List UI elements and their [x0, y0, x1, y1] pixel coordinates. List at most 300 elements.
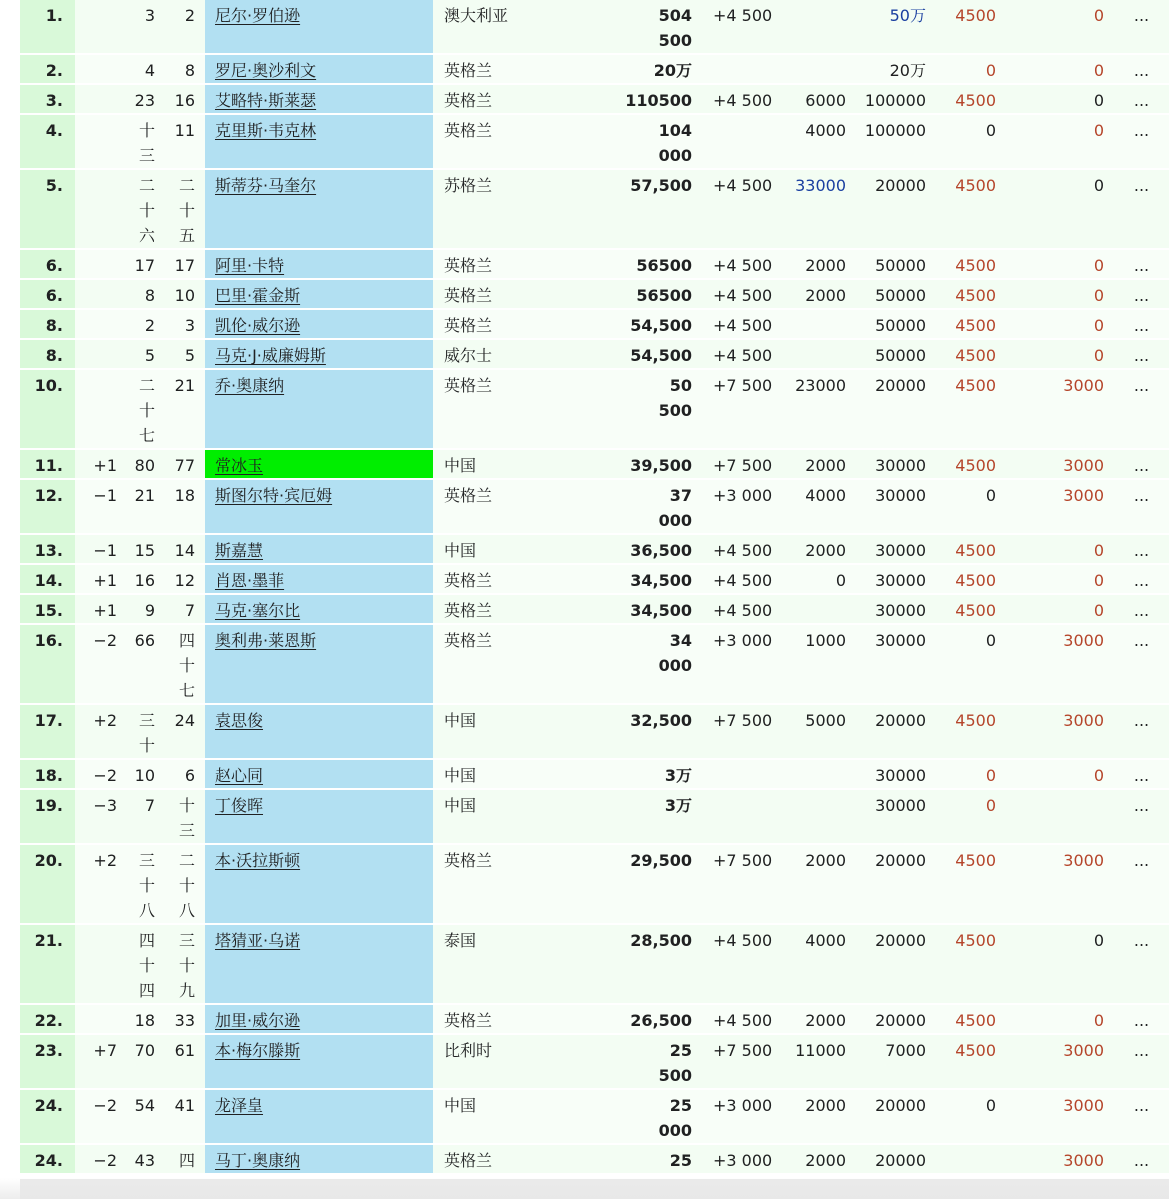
player-name-cell[interactable] [205, 279, 433, 309]
more-ellipsis-cell [1114, 449, 1169, 479]
rank-position-cell [20, 54, 75, 84]
previous-rank-b: 7 [184, 601, 195, 620]
points-col-a-cell [774, 704, 856, 759]
rank-movement-cell [75, 789, 125, 844]
previous-rank-b: 十三 [179, 796, 196, 840]
total-points: 25 500 [658, 1041, 692, 1085]
points-col-c: 4500 [955, 541, 996, 560]
rank-position-cell [20, 534, 75, 564]
points-col-b: 30000 [875, 601, 926, 620]
rank-movement-cell [75, 1089, 125, 1144]
more-ellipsis-cell [1114, 924, 1169, 1004]
more-ellipsis: ... [1133, 376, 1150, 395]
points-col-b: 30000 [875, 541, 926, 560]
rank-position: 18. [34, 766, 63, 785]
player-country: 中国 [444, 766, 477, 785]
rank-movement-cell [75, 0, 125, 54]
points-col-c-cell [936, 249, 1006, 279]
rank-position-cell [20, 924, 75, 1004]
points-col-d: 0 [1093, 931, 1104, 950]
rank-movement: −2 [93, 1151, 117, 1170]
points-gain: +4 500 [713, 931, 773, 950]
previous-rank-b-cell [165, 54, 205, 84]
player-name[interactable]: 斯图尔特·宾厄姆 [215, 486, 333, 505]
total-points-cell [558, 1089, 702, 1144]
player-name-cell[interactable] [205, 789, 433, 844]
previous-rank-b-cell [165, 114, 205, 169]
points-col-a: 2000 [805, 1096, 846, 1115]
rank-movement: −1 [93, 541, 117, 560]
points-col-b: 30000 [875, 456, 926, 475]
player-name-cell[interactable] [205, 54, 433, 84]
table-row [20, 54, 1169, 84]
player-name[interactable]: 本·梅尔滕斯 [215, 1041, 301, 1060]
player-name[interactable]: 奥利弗·莱恩斯 [215, 631, 317, 650]
player-name[interactable]: 斯嘉慧 [215, 541, 264, 560]
total-points-cell [558, 249, 702, 279]
total-points-cell [558, 1004, 702, 1034]
previous-rank-b-cell [165, 0, 205, 54]
previous-rank-a-cell [125, 564, 165, 594]
points-gain-cell [702, 759, 774, 789]
player-name[interactable]: 罗尼·奥沙利文 [215, 61, 317, 80]
points-col-d: 0 [1093, 601, 1104, 620]
points-col-c: 0 [985, 796, 996, 815]
player-name-cell[interactable] [205, 1004, 433, 1034]
player-name[interactable]: 肖恩·墨菲 [215, 571, 285, 590]
screen-edge-band [20, 1179, 1169, 1199]
points-col-b: 50万 [889, 6, 926, 25]
points-gain: +4 500 [713, 601, 773, 620]
points-col-d: 3000 [1063, 376, 1104, 395]
player-name[interactable]: 本·沃拉斯顿 [215, 851, 301, 870]
previous-rank-a-cell [125, 1144, 165, 1174]
table-row [20, 564, 1169, 594]
player-name[interactable]: 乔·奥康纳 [215, 376, 285, 395]
points-gain-cell [702, 114, 774, 169]
points-col-c: 4500 [955, 601, 996, 620]
total-points-cell [558, 169, 702, 249]
player-name-cell[interactable] [205, 594, 433, 624]
points-gain: +7 500 [713, 1041, 773, 1060]
points-col-c-cell [936, 114, 1006, 169]
points-col-d: 0 [1093, 121, 1104, 140]
rank-position: 8. [45, 346, 63, 365]
previous-rank-b-cell [165, 789, 205, 844]
points-col-c: 4500 [955, 91, 996, 110]
rank-position: 23. [34, 1041, 63, 1060]
rank-movement-cell [75, 1034, 125, 1089]
points-col-b: 20000 [875, 376, 926, 395]
points-col-c-cell [936, 594, 1006, 624]
table-row [20, 114, 1169, 169]
more-ellipsis-cell [1114, 534, 1169, 564]
points-col-c: 4500 [955, 456, 996, 475]
player-name-cell[interactable] [205, 479, 433, 534]
player-name[interactable]: 塔猜亚·乌诺 [215, 931, 301, 950]
previous-rank-a-cell [125, 1004, 165, 1034]
player-name[interactable]: 马丁·奥康纳 [215, 1151, 301, 1170]
previous-rank-b: 24 [174, 711, 195, 730]
points-col-d: 0 [1093, 176, 1104, 195]
player-country-cell [433, 844, 558, 924]
points-col-b: 30000 [875, 766, 926, 785]
player-name-cell[interactable] [205, 369, 433, 449]
previous-rank-b: 21 [174, 376, 195, 395]
points-col-d: 0 [1093, 256, 1104, 275]
table-row [20, 789, 1169, 844]
points-gain: +3 000 [713, 1151, 773, 1170]
rank-movement-cell [75, 84, 125, 114]
more-ellipsis-cell [1114, 169, 1169, 249]
rank-position: 4. [45, 121, 63, 140]
player-name[interactable]: 赵心同 [215, 766, 264, 785]
points-gain: +4 500 [713, 316, 773, 335]
player-country-cell [433, 789, 558, 844]
player-name[interactable]: 袁思俊 [215, 711, 264, 730]
more-ellipsis-cell [1114, 564, 1169, 594]
rank-position: 22. [34, 1011, 63, 1030]
rank-position-cell [20, 114, 75, 169]
points-gain: +7 500 [713, 711, 773, 730]
points-col-c-cell [936, 169, 1006, 249]
points-col-d: 0 [1093, 316, 1104, 335]
player-name[interactable]: 马克·塞尔比 [215, 601, 301, 620]
player-country-cell [433, 594, 558, 624]
player-name[interactable]: 常冰玉 [215, 456, 264, 475]
player-name[interactable]: 凯伦·威尔逊 [215, 316, 301, 335]
player-name-cell[interactable] [205, 114, 433, 169]
table-row [20, 1144, 1169, 1174]
previous-rank-a-cell [125, 339, 165, 369]
points-gain-cell [702, 844, 774, 924]
points-col-d: 3000 [1063, 1096, 1104, 1115]
player-name-cell[interactable] [205, 0, 433, 54]
points-col-c-cell [936, 704, 1006, 759]
previous-rank-a: 21 [134, 486, 155, 505]
points-col-d-cell [1006, 339, 1114, 369]
total-points-cell [558, 844, 702, 924]
total-points-cell [558, 369, 702, 449]
points-col-b: 30000 [875, 486, 926, 505]
total-points: 32,500 [630, 711, 692, 730]
points-gain-cell [702, 789, 774, 844]
player-name[interactable]: 艾略特·斯莱瑟 [215, 91, 317, 110]
player-name-cell[interactable] [205, 704, 433, 759]
rank-movement-cell [75, 54, 125, 84]
rank-position-cell [20, 594, 75, 624]
player-name-cell[interactable] [205, 84, 433, 114]
player-name[interactable]: 斯蒂芬·马奎尔 [215, 176, 317, 195]
points-gain-cell [702, 309, 774, 339]
table-row [20, 844, 1169, 924]
previous-rank-a-cell [125, 84, 165, 114]
player-name[interactable]: 巴里·霍金斯 [215, 286, 301, 305]
total-points-cell [558, 1034, 702, 1089]
points-col-d: 3000 [1063, 1041, 1104, 1060]
rank-movement-cell [75, 449, 125, 479]
previous-rank-b-cell [165, 1144, 205, 1174]
points-col-b-cell [856, 924, 936, 1004]
rank-position-cell [20, 249, 75, 279]
player-name-cell[interactable] [205, 1034, 433, 1089]
player-country: 英格兰 [444, 91, 493, 110]
total-points: 34 000 [658, 631, 692, 675]
previous-rank-a: 2 [144, 316, 155, 335]
previous-rank-a: 17 [134, 256, 155, 275]
previous-rank-b: 3 [184, 316, 195, 335]
previous-rank-a: 三十八 [139, 851, 156, 920]
player-name-cell[interactable] [205, 564, 433, 594]
previous-rank-a: 3 [144, 6, 155, 25]
player-name-cell[interactable] [205, 249, 433, 279]
previous-rank-a: 二十七 [139, 376, 156, 445]
more-ellipsis: ... [1133, 851, 1150, 870]
more-ellipsis-cell [1114, 279, 1169, 309]
points-col-d-cell [1006, 0, 1114, 54]
points-col-a: 6000 [805, 91, 846, 110]
rank-position: 15. [34, 601, 63, 620]
player-name[interactable]: 马克·J·威廉姆斯 [215, 346, 326, 365]
points-col-a-cell [774, 169, 856, 249]
previous-rank-a-cell [125, 54, 165, 84]
total-points: 29,500 [630, 851, 692, 870]
player-name-cell[interactable] [205, 309, 433, 339]
player-name-cell[interactable] [205, 534, 433, 564]
previous-rank-a-cell [125, 1089, 165, 1144]
player-name[interactable]: 加里·威尔逊 [215, 1011, 301, 1030]
player-name-cell[interactable] [205, 759, 433, 789]
player-country-cell [433, 309, 558, 339]
rank-movement: −2 [93, 1096, 117, 1115]
table-row [20, 279, 1169, 309]
table-row [20, 1034, 1169, 1089]
rank-position: 6. [45, 286, 63, 305]
more-ellipsis: ... [1133, 766, 1150, 785]
more-ellipsis-cell [1114, 594, 1169, 624]
player-name-cell[interactable] [205, 924, 433, 1004]
rank-movement-cell [75, 759, 125, 789]
total-points: 504 500 [658, 6, 692, 50]
previous-rank-a-cell [125, 1034, 165, 1089]
points-col-c: 4500 [955, 931, 996, 950]
points-col-d: 0 [1093, 6, 1104, 25]
points-gain: +4 500 [713, 176, 773, 195]
player-name-cell[interactable] [205, 169, 433, 249]
table-row [20, 594, 1169, 624]
player-name[interactable]: 龙泽皇 [215, 1096, 264, 1115]
points-col-b-cell [856, 534, 936, 564]
table-row [20, 169, 1169, 249]
rank-position: 13. [34, 541, 63, 560]
more-ellipsis-cell [1114, 704, 1169, 759]
more-ellipsis-cell [1114, 54, 1169, 84]
rank-movement-cell [75, 479, 125, 534]
more-ellipsis-cell [1114, 1089, 1169, 1144]
rank-position-cell [20, 339, 75, 369]
points-col-c: 4500 [955, 711, 996, 730]
points-col-b: 100000 [864, 91, 926, 110]
table-row [20, 84, 1169, 114]
player-name-cell[interactable] [205, 1089, 433, 1144]
points-col-b: 30000 [875, 631, 926, 650]
player-name-cell[interactable] [205, 339, 433, 369]
player-country: 英格兰 [444, 571, 493, 590]
points-gain-cell [702, 279, 774, 309]
rank-position-cell [20, 369, 75, 449]
points-col-c-cell [936, 534, 1006, 564]
points-col-b: 20万 [889, 61, 926, 80]
previous-rank-b: 5 [184, 346, 195, 365]
previous-rank-a: 43 [134, 1151, 155, 1170]
rank-position-cell [20, 0, 75, 54]
player-country-cell [433, 339, 558, 369]
player-country-cell [433, 924, 558, 1004]
points-col-b: 20000 [875, 1011, 926, 1030]
points-col-b: 30000 [875, 571, 926, 590]
points-col-b: 50000 [875, 346, 926, 365]
previous-rank-a-cell [125, 534, 165, 564]
points-col-a-cell [774, 369, 856, 449]
points-col-d: 3000 [1063, 1151, 1104, 1170]
points-col-a-cell [774, 309, 856, 339]
player-name-cell[interactable] [205, 624, 433, 704]
points-col-a: 2000 [805, 1151, 846, 1170]
previous-rank-b-cell [165, 309, 205, 339]
points-col-c: 0 [985, 766, 996, 785]
points-col-c: 4500 [955, 256, 996, 275]
points-col-a-cell [774, 479, 856, 534]
rank-position: 2. [45, 61, 63, 80]
points-col-d-cell [1006, 309, 1114, 339]
points-col-b-cell [856, 54, 936, 84]
points-gain-cell [702, 54, 774, 84]
player-country: 英格兰 [444, 1151, 493, 1170]
points-gain: +4 500 [713, 1011, 773, 1030]
points-col-b-cell [856, 0, 936, 54]
points-col-b-cell [856, 279, 936, 309]
previous-rank-a: 54 [134, 1096, 155, 1115]
table-row [20, 479, 1169, 534]
player-name[interactable]: 丁俊晖 [215, 796, 264, 815]
previous-rank-a: 四十四 [139, 931, 156, 1000]
points-gain: +4 500 [713, 346, 773, 365]
points-col-d: 0 [1093, 91, 1104, 110]
total-points: 39,500 [630, 456, 692, 475]
points-col-d-cell [1006, 249, 1114, 279]
previous-rank-b: 三十九 [179, 931, 196, 1000]
player-name[interactable]: 阿里·卡特 [215, 256, 285, 275]
total-points: 3万 [664, 796, 692, 815]
points-col-b: 20000 [875, 1151, 926, 1170]
player-country: 英格兰 [444, 631, 493, 650]
total-points: 54,500 [630, 346, 692, 365]
total-points: 54,500 [630, 316, 692, 335]
points-col-a-cell [774, 624, 856, 704]
player-name[interactable]: 克里斯·韦克林 [215, 121, 317, 140]
previous-rank-b: 33 [174, 1011, 195, 1030]
points-col-d: 3000 [1063, 711, 1104, 730]
player-country: 泰国 [444, 931, 477, 950]
points-gain: +4 500 [713, 6, 773, 25]
points-gain-cell [702, 1144, 774, 1174]
points-col-d-cell [1006, 369, 1114, 449]
total-points: 34,500 [630, 601, 692, 620]
previous-rank-b: 8 [184, 61, 195, 80]
total-points: 36,500 [630, 541, 692, 560]
total-points-cell [558, 339, 702, 369]
points-gain-cell [702, 84, 774, 114]
previous-rank-b: 18 [174, 486, 195, 505]
previous-rank-b-cell [165, 169, 205, 249]
more-ellipsis: ... [1133, 711, 1150, 730]
points-gain: +4 500 [713, 286, 773, 305]
rank-movement-cell [75, 844, 125, 924]
player-name-cell[interactable] [205, 449, 433, 479]
previous-rank-a-cell [125, 479, 165, 534]
rank-position-cell [20, 449, 75, 479]
total-points: 57,500 [630, 176, 692, 195]
more-ellipsis-cell [1114, 84, 1169, 114]
rank-position-cell [20, 169, 75, 249]
previous-rank-a-cell [125, 759, 165, 789]
rank-position-cell [20, 844, 75, 924]
previous-rank-a: 80 [134, 456, 155, 475]
points-gain-cell [702, 534, 774, 564]
rank-position-cell [20, 564, 75, 594]
previous-rank-b-cell [165, 534, 205, 564]
more-ellipsis-cell [1114, 759, 1169, 789]
previous-rank-a-cell [125, 249, 165, 279]
points-col-a-cell [774, 564, 856, 594]
previous-rank-a-cell [125, 624, 165, 704]
points-col-a: 2000 [805, 1011, 846, 1030]
points-col-b: 20000 [875, 931, 926, 950]
points-col-b-cell [856, 594, 936, 624]
previous-rank-a: 18 [134, 1011, 155, 1030]
points-col-b: 50000 [875, 316, 926, 335]
previous-rank-a: 9 [144, 601, 155, 620]
more-ellipsis-cell [1114, 624, 1169, 704]
previous-rank-a: 70 [134, 1041, 155, 1060]
player-name[interactable]: 尼尔·罗伯逊 [215, 6, 301, 25]
points-col-b: 20000 [875, 711, 926, 730]
points-col-b: 7000 [885, 1041, 926, 1060]
points-col-c: 4500 [955, 571, 996, 590]
points-col-b: 20000 [875, 1096, 926, 1115]
player-name-cell[interactable] [205, 844, 433, 924]
points-col-a-cell [774, 789, 856, 844]
points-col-c: 0 [985, 61, 996, 80]
points-col-b: 50000 [875, 256, 926, 275]
total-points-cell [558, 624, 702, 704]
rank-movement-cell [75, 924, 125, 1004]
player-name-cell[interactable] [205, 1144, 433, 1174]
previous-rank-a: 7 [144, 796, 155, 815]
previous-rank-a-cell [125, 449, 165, 479]
previous-rank-a: 10 [134, 766, 155, 785]
points-col-d: 3000 [1063, 631, 1104, 650]
rank-movement-cell [75, 249, 125, 279]
points-col-d-cell [1006, 759, 1114, 789]
points-col-d: 0 [1093, 286, 1104, 305]
previous-rank-a-cell [125, 369, 165, 449]
points-col-b-cell [856, 1089, 936, 1144]
points-col-b-cell [856, 249, 936, 279]
previous-rank-a: 二十六 [139, 176, 156, 245]
points-col-d-cell [1006, 1034, 1114, 1089]
rank-movement-cell [75, 1144, 125, 1174]
